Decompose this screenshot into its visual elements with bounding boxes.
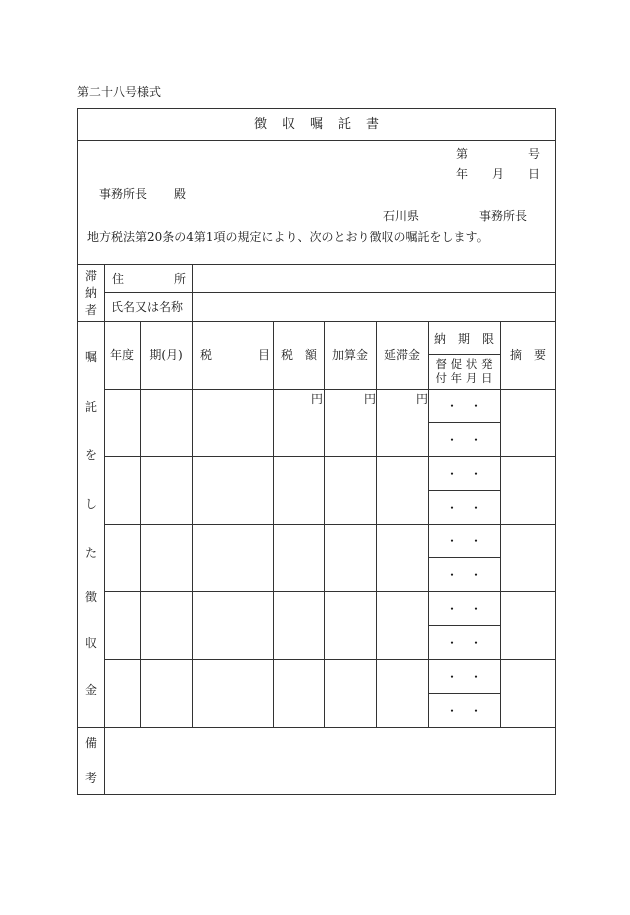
yen-unit-additional: 円 — [364, 392, 377, 406]
deadline-date-4: ・ ・ — [445, 501, 483, 515]
collection-label-8: 金 — [84, 683, 98, 697]
deadline-date-7: ・ ・ — [445, 602, 483, 616]
col-tax-item-1: 税 — [200, 348, 213, 362]
date-day: 日 — [528, 167, 541, 181]
name-label: 氏名又は名称 — [111, 300, 184, 314]
sender-office: 事務所長 — [479, 209, 528, 223]
statement-text: 地方税法第20条の4第1項の規定により、次のとおり徴収の嘱託をします。 — [87, 230, 489, 244]
collection-label-5: た — [84, 546, 98, 560]
taxpayer-label-1: 滞 — [84, 269, 98, 283]
address-label-1: 住 — [112, 272, 125, 286]
col-remarks: 摘 要 — [509, 348, 547, 362]
yen-unit-delinquency: 円 — [416, 392, 429, 406]
deadline-date-2: ・ ・ — [445, 433, 483, 447]
date-month: 月 — [492, 167, 505, 181]
col-period: 期(月) — [149, 348, 183, 362]
col-tax-amount: 税 額 — [280, 348, 318, 362]
deadline-date-6: ・ ・ — [445, 568, 483, 582]
address-label-2: 所 — [174, 272, 187, 286]
addressee-office: 事務所長 — [99, 187, 148, 201]
collection-label-7: 収 — [84, 636, 98, 650]
deadline-date-10: ・ ・ — [445, 704, 483, 718]
deadline-date-1: ・ ・ — [445, 399, 483, 413]
collection-label-3: を — [84, 448, 98, 462]
deadline-date-8: ・ ・ — [445, 636, 483, 650]
number-prefix: 第 — [456, 147, 469, 161]
yen-unit-tax: 円 — [311, 392, 324, 406]
col-deadline-sub-top: 督 促 状 発 — [435, 357, 493, 371]
col-deadline-sub-bottom: 付 年 月 日 — [435, 371, 493, 385]
taxpayer-label-3: 者 — [84, 303, 98, 317]
deadline-date-3: ・ ・ — [445, 467, 483, 481]
date-year: 年 — [456, 167, 469, 181]
notes-label-2: 考 — [84, 771, 98, 785]
collection-label-4: し — [84, 497, 98, 511]
col-year: 年度 — [109, 348, 135, 362]
collection-label-2: 託 — [84, 400, 98, 414]
deadline-date-5: ・ ・ — [445, 534, 483, 548]
col-deadline: 納 期 限 — [433, 332, 495, 346]
col-additional: 加算金 — [331, 348, 369, 362]
collection-label-6: 徴 — [84, 590, 98, 604]
col-tax-item-2: 目 — [258, 348, 271, 362]
number-suffix: 号 — [528, 147, 541, 161]
deadline-date-9: ・ ・ — [445, 670, 483, 684]
col-delinquency: 延滞金 — [383, 348, 421, 362]
notes-label-1: 備 — [84, 736, 98, 750]
addressee-honorific: 殿 — [174, 187, 187, 201]
form-title: 徴 収 嘱 託 書 — [253, 117, 381, 132]
sender-prefecture: 石川県 — [383, 209, 420, 223]
collection-label-1: 嘱 — [84, 350, 98, 364]
taxpayer-label-2: 納 — [84, 286, 98, 300]
form-number: 第二十八号様式 — [77, 85, 162, 99]
